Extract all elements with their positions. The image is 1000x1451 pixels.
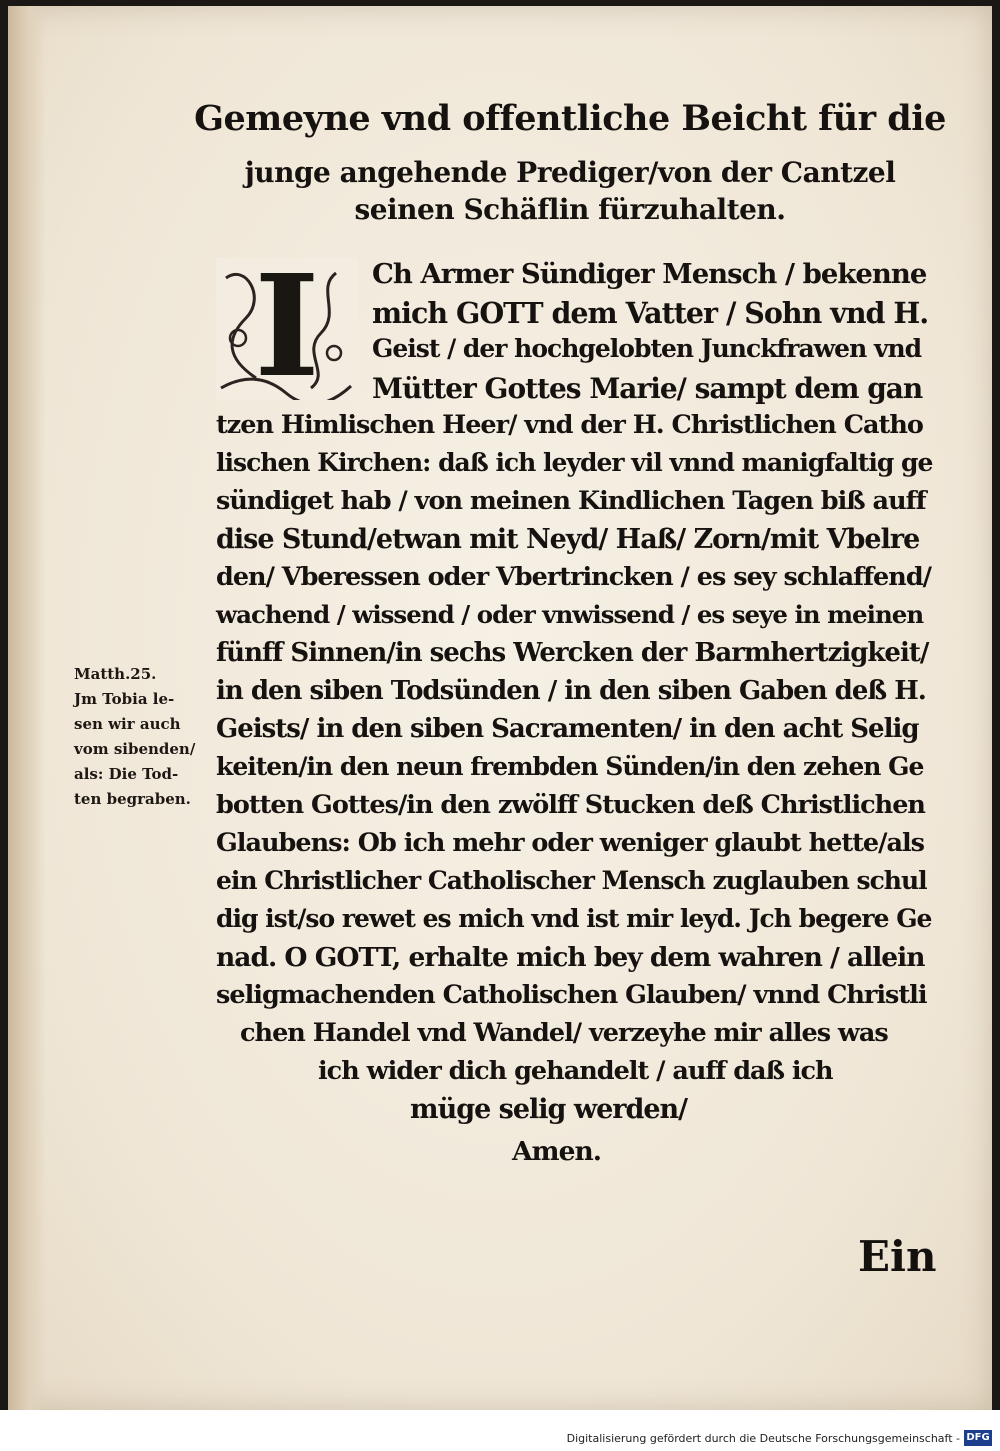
funding-credit: Digitalisierung gefördert durch die Deutsche Forschungsgemeinschaft - (566, 1432, 960, 1445)
body-line: ich wider dich gehandelt / auff daß ich (318, 1056, 833, 1086)
catchword: Ein (858, 1232, 937, 1281)
body-line: Mütter Gottes Marie/ sampt dem gan (372, 372, 923, 405)
margin-note-line: ten begraben. (74, 790, 191, 808)
margin-note-line: vom sibenden/ (74, 740, 196, 758)
margin-note-line: Matth.25. (74, 665, 157, 683)
body-line: wachend / wissend / oder vnwissend / es seye in meinen (216, 600, 924, 629)
footer-bar (0, 1410, 1000, 1451)
decorated-initial (216, 245, 358, 409)
heading-line-1: Gemeyne vnd offentliche Beicht für die (194, 98, 946, 139)
initial-letter: I (254, 245, 320, 409)
body-line: nad. O GOTT, erhalte mich bey dem wahren / allein (216, 942, 925, 973)
page-spine-shadow (8, 6, 46, 1410)
body-line: Amen. (512, 1136, 601, 1167)
heading-line-2: junge angehende Prediger/von der Cantzel (244, 156, 896, 189)
body-line: dise Stund/etwan mit Neyd/ Haß/ Zorn/mit Vbelre (216, 524, 920, 555)
body-line: müge selig werden/ (410, 1094, 688, 1125)
margin-note (74, 662, 210, 812)
body-line: in den siben Todsünden / in den siben Gaben deß H. (216, 676, 926, 706)
margin-note-line: als: Die Tod- (74, 765, 179, 783)
margin-note-line: Jm Tobia le- (74, 690, 175, 708)
body-line: Geists/ in den siben Sacramenten/ in den acht Selig (216, 714, 919, 744)
body-line: tzen Himlischen Heer/ vnd der H. Christlichen Catho (216, 410, 923, 440)
heading-line-3: seinen Schäflin fürzuhalten. (354, 193, 786, 226)
dfg-logo-icon: DFG (964, 1430, 992, 1446)
body-line: dig ist/so rewet es mich vnd ist mir leyd. Jch begere Ge (216, 904, 932, 933)
body-line: keiten/in den neun frembden Sünden/in den zehen Ge (216, 752, 924, 781)
margin-note-line: sen wir auch (74, 715, 181, 733)
body-line: Ch Armer Sündiger Mensch / bekenne (372, 258, 927, 290)
body-line: Geist / der hochgelobten Junckfrawen vnd (372, 334, 922, 363)
body-line: sündiget hab / von meinen Kindlichen Tagen biß auff (216, 486, 926, 516)
body-line: botten Gottes/in den zwölff Stucken deß Christlichen (216, 790, 925, 820)
body-line: fünff Sinnen/in sechs Wercken der Barmhertzigkeit/ (216, 638, 929, 668)
body-line: mich GOTT dem Vatter / Sohn vnd H. (372, 296, 929, 330)
body-line: chen Handel vnd Wandel/ verzeyhe mir alles was (240, 1018, 888, 1048)
body-line: ein Christlicher Catholischer Mensch zuglauben schul (216, 866, 927, 895)
body-line: Glaubens: Ob ich mehr oder weniger glaubt hette/als (216, 828, 925, 858)
body-line: den/ Vberessen oder Vbertrincken / es sey schlaffend/ (216, 562, 931, 592)
body-line: lischen Kirchen: daß ich leyder vil vnnd manigfaltig ge (216, 448, 933, 477)
body-line: seligmachenden Catholischen Glauben/ vnnd Christli (216, 980, 927, 1010)
